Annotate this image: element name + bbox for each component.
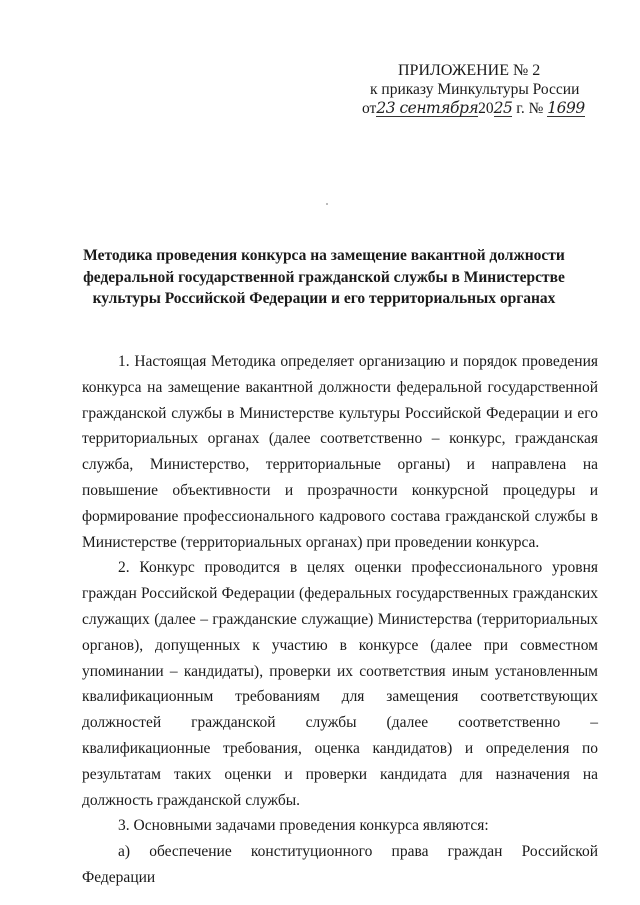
- paragraph-3: 3. Основными задачами проведения конкурса являются:: [118, 817, 489, 835]
- document-title: [70, 245, 578, 310]
- handwritten-year: 25: [493, 99, 513, 117]
- order-date-number: [362, 99, 592, 118]
- scan-speck: [326, 203, 328, 205]
- appendix-label: ПРИЛОЖЕНИЕ № 2: [398, 62, 541, 79]
- paragraph-2: 2. Конкурс проводится в целях оценки профессионального уровня граждан Российской Федерации (федеральных государственных гражданских служащих (далее – гражданские служащие) Министерства (территориальных органов), допущенных к участию в конкурсе (далее при совместном упоминании – кандидаты), проверки их соответствия иным установленным квалификационным требованиям для замещения соответствующих должностей гражданской службы (далее соответственно – квалификационные требования, оценка кандидатов) и определения по результатам таких оценки и проверки кандидата для назначения на должность гражданской службы.: [82, 559, 598, 809]
- year-suffix: г. №: [512, 100, 544, 117]
- title-line: федеральной государственной гражданской службы в Министерстве: [83, 268, 565, 286]
- handwritten-order-number: 1699: [547, 99, 585, 117]
- order-reference: к приказу Минкультуры России: [370, 81, 580, 98]
- appendix-header: [362, 61, 592, 118]
- date-prefix: от: [362, 100, 377, 117]
- paragraph-3a: а) обеспечение конституционного права граждан Российской Федерации: [82, 843, 598, 886]
- year-prefix: 20: [478, 100, 494, 117]
- title-line: культуры Российской Федерации и его территориальных органах: [92, 290, 556, 307]
- handwritten-date: 23 сентября: [376, 99, 479, 117]
- paragraph-1: 1. Настоящая Методика определяет организацию и порядок проведения конкурса на замещение вакантной должности федеральной государственной гражданской службы в Министерстве культуры Российской Федерации и его территориальных органах (далее соответственно – конкурс, гражданская служба, Министерство, территориальные органы) и направлена на повышение объективности и прозрачности конкурсной процедуры и формирование профессионального кадрового состава гражданской службы в Министерстве (территориальных органах) при проведении конкурса.: [82, 353, 598, 551]
- title-line: Методика проведения конкурса на замещение вакантной должности: [83, 247, 565, 264]
- document-body: [82, 349, 598, 891]
